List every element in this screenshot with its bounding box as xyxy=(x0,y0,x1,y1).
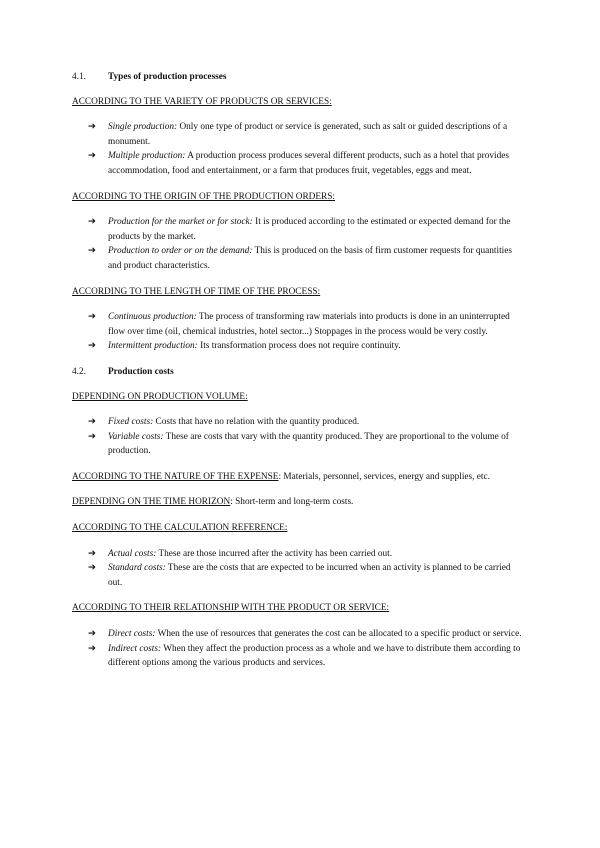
list-item: ➔ Variable costs: These are costs that vary with the quantity produced. They are proportional to the volume of production. xyxy=(72,430,524,459)
list-item: ➔ Multiple production: A production process produces several different products, such as a hotel that provides accommodation, food and entertainment, or a farm that produces fruit, vegetables, eggs and meat. xyxy=(72,149,524,178)
section-title: Types of production processes xyxy=(108,72,227,82)
list-calculation xyxy=(72,547,524,591)
arrow-bullet-icon: ➔ xyxy=(88,122,96,133)
list-item: ➔ Direct costs: When the use of resources that generates the cost can be allocated to a specific product or service. xyxy=(72,627,524,642)
arrow-bullet-icon: ➔ xyxy=(88,312,96,323)
arrow-bullet-icon: ➔ xyxy=(88,629,96,640)
list-item: ➔ Indirect costs: When they affect the production process as a whole and we have to distribute them according to different options among the various products and services. xyxy=(72,642,524,671)
arrow-bullet-icon: ➔ xyxy=(88,341,96,352)
heading-length: ACCORDING TO THE LENGTH OF TIME OF THE PROCESS: xyxy=(72,286,321,297)
list-item: ➔ Standard costs: These are the costs that are expected to be incurred when an activity is planned to be carried out. xyxy=(72,561,524,590)
arrow-bullet-icon: ➔ xyxy=(88,151,96,162)
heading-origin: ACCORDING TO THE ORIGIN OF THE PRODUCTION ORDERS: xyxy=(72,191,336,202)
arrow-bullet-icon: ➔ xyxy=(88,563,96,574)
arrow-bullet-icon: ➔ xyxy=(88,431,96,442)
list-variety xyxy=(72,120,524,178)
section-heading-4-1 xyxy=(72,70,524,85)
section-number: 4.2. xyxy=(72,366,86,377)
arrow-bullet-icon: ➔ xyxy=(88,246,96,257)
paragraph-nature: ACCORDING TO THE NATURE OF THE EXPENSE: Materials, personnel, services, energy and supplies, etc. xyxy=(72,471,490,482)
arrow-bullet-icon: ➔ xyxy=(88,417,96,428)
list-item: ➔ Continuous production: The process of transforming raw materials into products is done in an uninterrupted flow over time (oil, chemical industries, hotel sector...) Stoppages in the process would be very costly. xyxy=(72,310,524,339)
heading-relationship: ACCORDING TO THEIR RELATIONSHIP WITH THE PRODUCT OR SERVICE: xyxy=(72,603,390,614)
section-title: Production costs xyxy=(108,366,174,377)
list-length xyxy=(72,310,524,354)
list-relationship xyxy=(72,627,524,671)
list-volume xyxy=(72,415,524,459)
arrow-bullet-icon: ➔ xyxy=(88,217,96,228)
list-origin xyxy=(72,215,524,273)
section-heading-4-2 xyxy=(72,365,524,380)
heading-volume: DEPENDING ON PRODUCTION VOLUME: xyxy=(72,391,248,402)
arrow-bullet-icon: ➔ xyxy=(88,643,96,654)
document-page xyxy=(72,70,524,682)
list-item: ➔ Fixed costs: Costs that have no relation with the quantity produced. xyxy=(72,415,524,430)
paragraph-horizon: DEPENDING ON THE TIME HORIZON: Short-term and long-term costs. xyxy=(72,497,354,508)
heading-variety: ACCORDING TO THE VARIETY OF PRODUCTS OR SERVICES: xyxy=(72,96,332,107)
list-item: ➔ Actual costs: These are those incurred after the activity has been carried out. xyxy=(72,547,524,562)
list-item: ➔ Single production: Only one type of product or service is generated, such as salt or guided descriptions of a monument. xyxy=(72,120,524,149)
heading-calculation: ACCORDING TO THE CALCULATION REFERENCE: xyxy=(72,523,288,534)
list-item: ➔ Production for the market or for stock: It is produced according to the estimated or expected demand for the products by the market. xyxy=(72,215,524,244)
list-item: ➔ Production to order or on the demand: This is produced on the basis of firm customer requests for quantities and product characteristics. xyxy=(72,244,524,273)
list-item: ➔ Intermittent production: Its transformation process does not require continuity. xyxy=(72,339,524,354)
section-number: 4.1. xyxy=(72,72,86,82)
arrow-bullet-icon: ➔ xyxy=(88,548,96,559)
